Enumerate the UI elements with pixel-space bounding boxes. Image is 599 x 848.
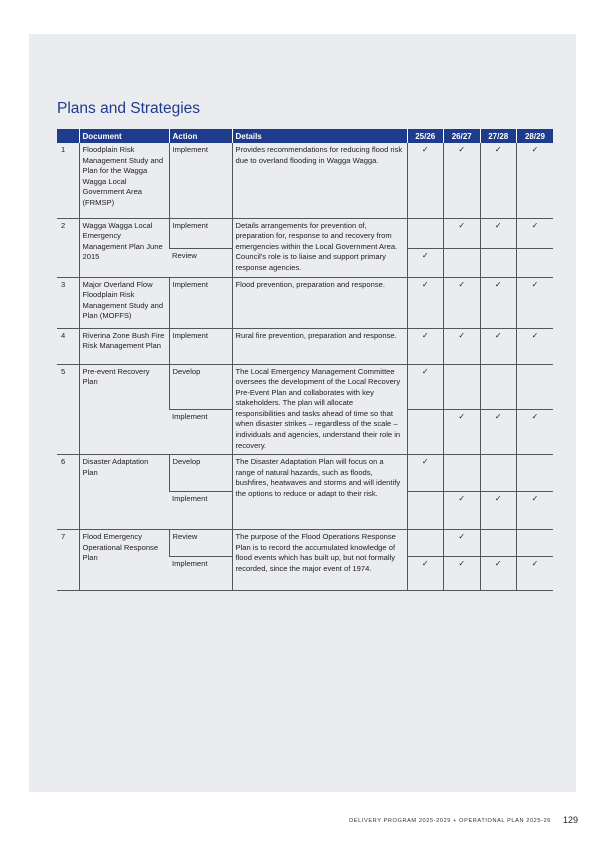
header-document: Document [79, 129, 169, 143]
row-action: Implement [169, 557, 232, 591]
footer-text: DELIVERY PROGRAM 2025-2029 + OPERATIONAL PLAN 2025-26 [349, 818, 551, 824]
tick-icon: ✓ [517, 409, 554, 454]
row-details: The purpose of the Flood Operations Response Plan is to record the accumulated knowledge of flood events which has built up, but not formally recorded, since the major event of 1974. [232, 530, 407, 591]
tick-icon: ✓ [444, 409, 481, 454]
tick-icon: ✓ [480, 328, 517, 364]
header-details: Details [232, 129, 407, 143]
tick-icon: ✓ [407, 248, 444, 277]
row-document: Major Overland Flow Floodplain Risk Management Study and Plan (MOFFS) [79, 277, 169, 328]
row-details: The Disaster Adaptation Plan will focus on a range of natural hazards, such as floods, bushfires, heatwaves and storms and will identify the options to reduce or adapt to their risk. [232, 455, 407, 530]
row-action: Review [169, 248, 232, 277]
row-action: Review [169, 530, 232, 557]
tick-icon: ✓ [444, 557, 481, 591]
tick-icon: ✓ [444, 143, 481, 218]
table-header-row [57, 129, 553, 143]
plans-table [57, 129, 553, 591]
page-number: 129 [563, 815, 579, 825]
tick-icon [444, 455, 481, 492]
tick-icon: ✓ [517, 277, 554, 328]
row-document: Pre-event Recovery Plan [79, 364, 169, 455]
row-number: 4 [57, 328, 79, 364]
tick-icon: ✓ [407, 143, 444, 218]
tick-icon: ✓ [480, 409, 517, 454]
row-document: Floodplain Risk Management Study and Plan for the Wagga Wagga Local Government Area (FRMSP) [79, 143, 169, 218]
header-year-2728: 27/28 [480, 129, 517, 143]
tick-icon [480, 364, 517, 409]
row-action: Implement [169, 328, 232, 364]
row-action: Implement [169, 277, 232, 328]
header-year-2526: 25/26 [407, 129, 444, 143]
tick-icon: ✓ [480, 557, 517, 591]
tick-icon [480, 530, 517, 557]
row-action: Develop [169, 364, 232, 409]
table-row [57, 364, 553, 409]
tick-icon [407, 530, 444, 557]
tick-icon [517, 248, 554, 277]
row-action: Develop [169, 455, 232, 492]
header-number [57, 129, 79, 143]
table-row [57, 143, 553, 218]
tick-icon [444, 364, 481, 409]
header-action: Action [169, 129, 232, 143]
row-number: 7 [57, 530, 79, 591]
table-row [57, 277, 553, 328]
tick-icon: ✓ [407, 364, 444, 409]
tick-icon: ✓ [517, 492, 554, 530]
row-document: Riverina Zone Bush Fire Risk Management Plan [79, 328, 169, 364]
row-number: 2 [57, 218, 79, 277]
row-action: Implement [169, 143, 232, 218]
row-document: Wagga Wagga Local Emergency Management Plan June 2015 [79, 218, 169, 277]
table-row [57, 455, 553, 492]
table-row [57, 218, 553, 248]
header-year-2829: 28/29 [517, 129, 554, 143]
tick-icon: ✓ [480, 218, 517, 248]
tick-icon: ✓ [480, 492, 517, 530]
tick-icon: ✓ [407, 557, 444, 591]
row-number: 6 [57, 455, 79, 530]
header-year-2627: 26/27 [444, 129, 481, 143]
tick-icon: ✓ [517, 143, 554, 218]
tick-icon [517, 530, 554, 557]
tick-icon: ✓ [517, 557, 554, 591]
section-title: Plans and Strategies [57, 100, 201, 117]
tick-icon [407, 492, 444, 530]
tick-icon [480, 455, 517, 492]
tick-icon [407, 218, 444, 248]
row-number: 5 [57, 364, 79, 455]
tick-icon: ✓ [480, 277, 517, 328]
row-number: 3 [57, 277, 79, 328]
table-row [57, 328, 553, 364]
tick-icon: ✓ [517, 218, 554, 248]
tick-icon: ✓ [444, 328, 481, 364]
tick-icon: ✓ [444, 492, 481, 530]
row-details: Rural fire prevention, preparation and response. [232, 328, 407, 364]
tick-icon: ✓ [517, 328, 554, 364]
tick-icon: ✓ [444, 218, 481, 248]
tick-icon [517, 364, 554, 409]
row-details: Provides recommendations for reducing flood risk due to overland flooding in Wagga Wagga. [232, 143, 407, 218]
row-action: Implement [169, 492, 232, 530]
tick-icon: ✓ [444, 277, 481, 328]
table-row [57, 530, 553, 557]
tick-icon [480, 248, 517, 277]
row-number: 1 [57, 143, 79, 218]
tick-icon: ✓ [407, 455, 444, 492]
row-document: Disaster Adaptation Plan [79, 455, 169, 530]
tick-icon [517, 455, 554, 492]
tick-icon: ✓ [407, 277, 444, 328]
tick-icon: ✓ [407, 328, 444, 364]
row-action: Implement [169, 218, 232, 248]
tick-icon [407, 409, 444, 454]
row-details: The Local Emergency Management Committee oversees the development of the Local Recovery Pre-Event Plan and collaborates with key stakeholders. The plan will allocate responsibilities and tasks ahead of time so that when disaster strikes – regardless of the scale – individuals and agencies, understand their role in recovery. [232, 364, 407, 455]
row-action: Implement [169, 409, 232, 454]
tick-icon: ✓ [444, 530, 481, 557]
row-details: Flood prevention, preparation and response. [232, 277, 407, 328]
tick-icon [444, 248, 481, 277]
row-details: Details arrangements for prevention of, preparation for, response to and recovery from emergencies within the Local Government Area. Council's role is to liaise and support primary response agencies. [232, 218, 407, 277]
row-document: Flood Emergency Operational Response Plan [79, 530, 169, 591]
tick-icon: ✓ [480, 143, 517, 218]
